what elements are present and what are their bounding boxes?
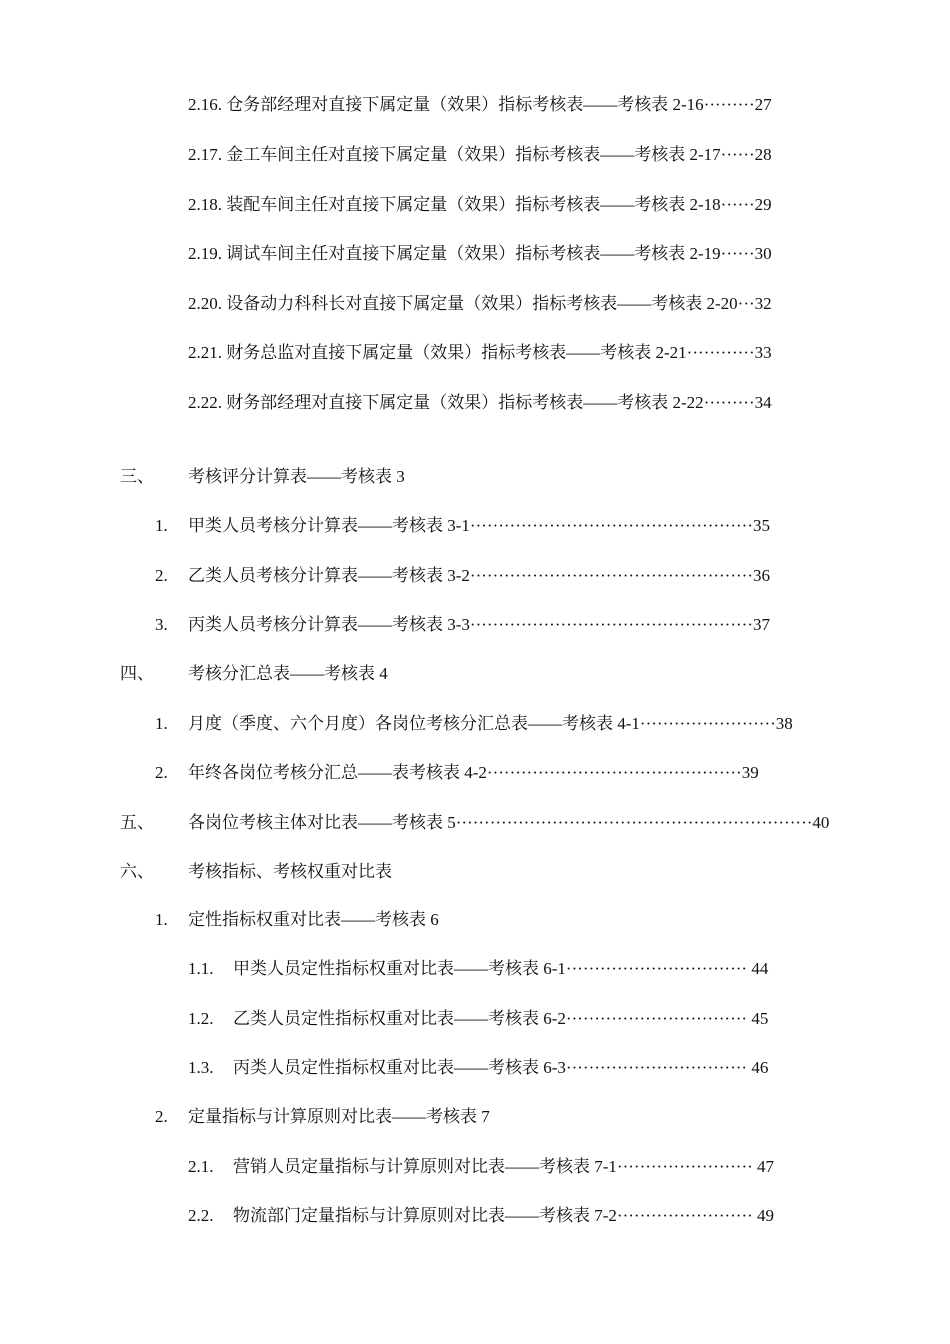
page-number: 45 bbox=[751, 1009, 769, 1028]
entry-number: 2.17. bbox=[188, 145, 222, 164]
entry-number: 2.21. bbox=[188, 343, 222, 362]
entry-number: 2.22. bbox=[188, 393, 222, 412]
entry-title: 丙类人员定性指标权重对比表——考核表 6-3 bbox=[233, 1058, 566, 1077]
entry-title: 甲类人员考核分计算表——考核表 3-1 bbox=[188, 516, 470, 535]
toc-entry[interactable] bbox=[188, 294, 772, 314]
page-number: 35 bbox=[752, 516, 770, 535]
entry-number: 3. bbox=[155, 615, 168, 634]
dot-leader: ········· bbox=[703, 95, 755, 114]
entry-number: 2. bbox=[155, 1107, 168, 1126]
dot-leader: ······ bbox=[720, 244, 755, 263]
entry-title: 年终各岗位考核分汇总——表考核表 4-2 bbox=[188, 763, 487, 782]
dot-leader: ············································· bbox=[486, 763, 742, 782]
section-number: 四、 bbox=[120, 664, 154, 683]
page-number: 38 bbox=[775, 714, 793, 733]
toc-entry[interactable] bbox=[188, 244, 772, 264]
dot-leader: ········· bbox=[703, 393, 755, 412]
entry-title: 装配车间主任对直接下属定量（效果）指标考核表——考核表 2-18 bbox=[226, 195, 721, 214]
page-number: 32 bbox=[754, 294, 772, 313]
dot-leader: ·················································· bbox=[469, 516, 753, 535]
toc-entry[interactable] bbox=[233, 959, 768, 979]
page-number: 46 bbox=[751, 1058, 769, 1077]
subsection-heading[interactable]: 定量指标与计算原则对比表——考核表 7 bbox=[188, 1107, 490, 1126]
toc-entry[interactable] bbox=[188, 95, 772, 115]
entry-number: 1.3. bbox=[188, 1058, 214, 1077]
entry-title: 设备动力科科长对直接下属定量（效果）指标考核表——考核表 2-20 bbox=[226, 294, 738, 313]
entry-title: 乙类人员考核分计算表——考核表 3-2 bbox=[188, 566, 470, 585]
toc-entry[interactable] bbox=[188, 516, 770, 536]
dot-leader: ································ bbox=[565, 959, 748, 978]
entry-number: 2. bbox=[155, 566, 168, 585]
section-heading[interactable]: 考核分汇总表——考核表 4 bbox=[188, 664, 388, 683]
toc-entry[interactable] bbox=[188, 813, 829, 833]
toc-entry[interactable] bbox=[233, 1157, 774, 1177]
dot-leader: ······························································· bbox=[455, 813, 813, 832]
dot-leader: ························ bbox=[616, 1157, 753, 1176]
entry-title: 乙类人员定性指标权重对比表——考核表 6-2 bbox=[233, 1009, 566, 1028]
section-heading[interactable]: 考核指标、考核权重对比表 bbox=[188, 862, 392, 881]
section-number: 三、 bbox=[120, 467, 154, 486]
page-number: 40 bbox=[812, 813, 830, 832]
dot-leader: ································ bbox=[565, 1009, 748, 1028]
dot-leader: ·················································· bbox=[469, 615, 753, 634]
dot-leader: ············ bbox=[686, 343, 755, 362]
entry-number: 1.1. bbox=[188, 959, 214, 978]
entry-number: 2.2. bbox=[188, 1206, 214, 1225]
section-number: 六、 bbox=[120, 862, 154, 881]
toc-entry[interactable] bbox=[233, 1058, 768, 1078]
page-number: 33 bbox=[754, 343, 772, 362]
entry-title: 丙类人员考核分计算表——考核表 3-3 bbox=[188, 615, 470, 634]
dot-leader: ······ bbox=[720, 195, 755, 214]
toc-entry[interactable] bbox=[188, 343, 772, 363]
dot-leader: ·················································· bbox=[469, 566, 753, 585]
dot-leader: ······ bbox=[720, 145, 755, 164]
page-number: 37 bbox=[752, 615, 770, 634]
entry-title: 财务总监对直接下属定量（效果）指标考核表——考核表 2-21 bbox=[226, 343, 687, 362]
page-number: 44 bbox=[751, 959, 769, 978]
entry-title: 仓务部经理对直接下属定量（效果）指标考核表——考核表 2-16 bbox=[226, 95, 704, 114]
entry-title: 财务部经理对直接下属定量（效果）指标考核表——考核表 2-22 bbox=[226, 393, 704, 412]
dot-leader: ··· bbox=[737, 294, 755, 313]
toc-entry[interactable] bbox=[188, 714, 793, 734]
section-number: 五、 bbox=[120, 813, 154, 832]
entry-number: 1. bbox=[155, 714, 168, 733]
entry-title: 营销人员定量指标与计算原则对比表——考核表 7-1 bbox=[233, 1157, 617, 1176]
entry-number: 2.18. bbox=[188, 195, 222, 214]
entry-number: 1.2. bbox=[188, 1009, 214, 1028]
entry-number: 2. bbox=[155, 763, 168, 782]
entry-number: 2.16. bbox=[188, 95, 222, 114]
entry-title: 甲类人员定性指标权重对比表——考核表 6-1 bbox=[233, 959, 566, 978]
toc-entry[interactable] bbox=[188, 566, 770, 586]
dot-leader: ························ bbox=[616, 1206, 753, 1225]
entry-title: 调试车间主任对直接下属定量（效果）指标考核表——考核表 2-19 bbox=[226, 244, 721, 263]
entry-number: 1. bbox=[155, 516, 168, 535]
toc-entry[interactable] bbox=[233, 1206, 774, 1226]
toc-entry[interactable] bbox=[188, 763, 759, 783]
entry-number: 2.1. bbox=[188, 1157, 214, 1176]
entry-title: 物流部门定量指标与计算原则对比表——考核表 7-2 bbox=[233, 1206, 617, 1225]
toc-entry[interactable] bbox=[188, 615, 770, 635]
section-heading: 各岗位考核主体对比表——考核表 5 bbox=[188, 813, 456, 832]
entry-title: 金工车间主任对直接下属定量（效果）指标考核表——考核表 2-17 bbox=[226, 145, 721, 164]
page-number: 49 bbox=[757, 1206, 775, 1225]
page-number: 30 bbox=[754, 244, 772, 263]
page-number: 27 bbox=[754, 95, 772, 114]
entry-number: 2.19. bbox=[188, 244, 222, 263]
toc-entry[interactable] bbox=[188, 145, 772, 165]
page-number: 39 bbox=[741, 763, 759, 782]
dot-leader: ························ bbox=[639, 714, 776, 733]
toc-entry[interactable] bbox=[233, 1009, 768, 1029]
section-heading[interactable]: 考核评分计算表——考核表 3 bbox=[188, 467, 405, 486]
page-number: 47 bbox=[757, 1157, 775, 1176]
page-number: 34 bbox=[754, 393, 772, 412]
toc-entry[interactable] bbox=[188, 393, 772, 413]
entry-number: 2.20. bbox=[188, 294, 222, 313]
page-number: 36 bbox=[752, 566, 770, 585]
page-number: 29 bbox=[754, 195, 772, 214]
page-number: 28 bbox=[754, 145, 772, 164]
dot-leader: ································ bbox=[565, 1058, 748, 1077]
subsection-heading[interactable]: 定性指标权重对比表——考核表 6 bbox=[188, 910, 439, 929]
entry-title: 月度（季度、六个月度）各岗位考核分汇总表——考核表 4-1 bbox=[188, 714, 640, 733]
toc-entry[interactable] bbox=[188, 195, 772, 215]
entry-number: 1. bbox=[155, 910, 168, 929]
